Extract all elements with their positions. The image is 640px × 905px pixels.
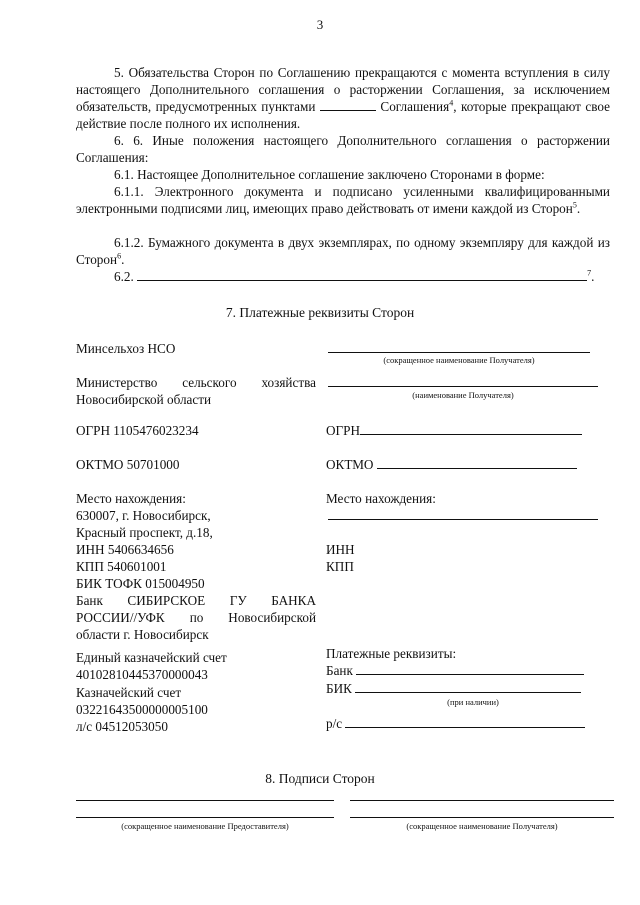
section-8-title: 8. Подписи Сторон	[265, 771, 375, 786]
left-treasury-label: Казначейский счет	[76, 685, 182, 700]
right-account-label: р/с	[326, 716, 343, 731]
right-location-line	[328, 519, 598, 520]
signature-left-line-2	[76, 817, 334, 818]
right-ogrn-label: ОГРН	[326, 423, 361, 438]
right-short-name-line	[328, 352, 590, 353]
left-address-block	[76, 490, 316, 643]
signature-left-line-1	[76, 800, 334, 801]
right-ogrn-blank	[360, 422, 582, 435]
clause-6-2-blank	[137, 268, 587, 281]
right-full-name-line	[328, 386, 598, 387]
right-if-any-caption: (при наличии)	[447, 697, 499, 707]
right-location-label: Место нахождения:	[326, 491, 436, 506]
left-treasury-block	[76, 684, 316, 735]
left-personal-account: л/с 04512053050	[76, 719, 168, 734]
page-number: 3	[316, 17, 324, 32]
clause-5: 5. Обязательства Сторон по Соглашению прекращаются с момента вступления в силу настоящего Дополнительного соглашения о расторжении Соглашения, за исключением обязательств, предусмотренных пунктами Соглашения$^4$, которые прекращают свое действие после полного их исполнения.	[76, 65, 611, 131]
left-kpp: КПП 540601001	[76, 559, 167, 574]
left-single-treasury-block	[76, 649, 316, 683]
right-oktmo-blank	[377, 456, 577, 469]
right-account-blank	[345, 715, 585, 728]
left-bank: Банк СИБИРСКОЕ ГУ БАНКА РОССИИ//УФК по Новосибирской области г. Новосибирск	[76, 593, 316, 642]
right-short-name-caption: (сокращенное наименование Получателя)	[383, 355, 535, 365]
right-ogrn-row	[326, 422, 601, 439]
left-single-treasury-label: Единый казначейский счет	[76, 650, 227, 665]
clause-6-1: 6.1. Настоящее Дополнительное соглашение заключено Сторонами в форме:	[114, 167, 545, 182]
right-bik-label: БИК	[326, 681, 352, 696]
right-payment-label: Платежные реквизиты:	[326, 646, 457, 661]
left-bik: БИК ТОФК 015004950	[76, 576, 205, 591]
left-location-label: Место нахождения:	[76, 491, 186, 506]
right-bank-blank	[356, 662, 584, 675]
left-address-line-2: Красный проспект, д.18,	[76, 525, 213, 540]
right-bik-blank	[355, 680, 581, 693]
right-oktmo-label: ОКТМО	[326, 457, 374, 472]
left-treasury-value: 03221643500000005100	[76, 702, 208, 717]
signature-right-caption: (сокращенное наименование Получателя)	[406, 821, 558, 831]
left-short-name: Минсельхоз НСО	[76, 341, 176, 356]
left-single-treasury-value: 40102810445370000043	[76, 667, 208, 682]
section-7-title: 7. Платежные реквизиты Сторон	[225, 305, 415, 320]
left-oktmo: ОКТМО 50701000	[76, 457, 180, 472]
right-bik-row	[326, 680, 601, 697]
signature-right-line-2	[350, 817, 614, 818]
clause-6-2: 6.2. $^7$.	[114, 268, 595, 284]
right-bank-row	[326, 662, 601, 679]
right-inn-label: ИНН	[326, 542, 355, 557]
left-inn: ИНН 5406634656	[76, 542, 174, 557]
signature-right-line-1	[350, 800, 614, 801]
clause-6-6: 6. 6. Иные положения настоящего Дополнительного соглашения о расторжении Соглашения:	[76, 133, 610, 165]
right-kpp-label: КПП	[326, 559, 354, 574]
right-account-row	[326, 715, 601, 732]
clause-6-1-2: 6.1.2. Бумажного документа в двух экземплярах, по одному экземпляру для каждой из Сторон$^6$.	[76, 235, 610, 267]
left-address-line-1: 630007, г. Новосибирск,	[76, 508, 211, 523]
clause-6-1-1: 6.1.1. Электронного документа и подписано усиленными квалифицированными электронными подписями лиц, имеющих право действовать от имени каждой из Сторон$^5$.	[76, 184, 610, 216]
signature-left-caption: (сокращенное наименование Предоставителя)	[121, 821, 289, 831]
clause-5-blank	[320, 98, 376, 111]
right-bank-label: Банк	[326, 663, 353, 678]
left-full-name: Министерство сельского хозяйства Новосибирской области	[76, 375, 316, 407]
left-ogrn: ОГРН 1105476023234	[76, 423, 199, 438]
right-oktmo-row	[326, 456, 601, 473]
right-full-name-caption: (наименование Получателя)	[412, 390, 514, 400]
